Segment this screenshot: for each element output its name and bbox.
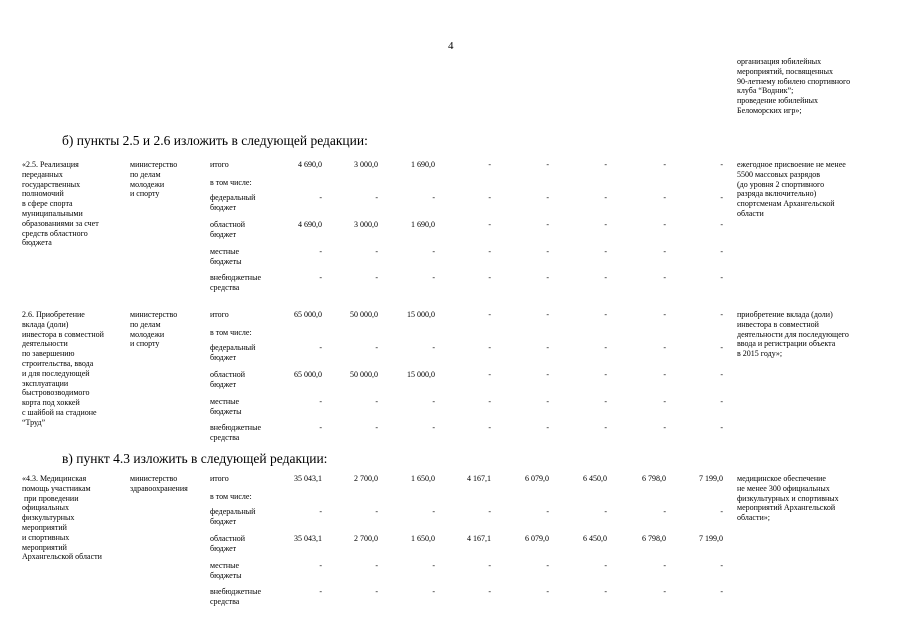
text-line: внебюджетные [210, 423, 261, 432]
funding-value: 50 000,0 [350, 370, 378, 379]
text-line: физкультурных и спортивных [737, 493, 839, 503]
text-line: местные [210, 561, 240, 570]
text-line: внебюджетные [210, 587, 261, 596]
funding-value: - [375, 397, 378, 406]
text-line: вклада (доли) [22, 319, 69, 329]
funding-value: - [546, 343, 549, 352]
funding-value: 15 000,0 [407, 310, 435, 319]
text-line: бюджет [210, 379, 237, 389]
funding-value: - [375, 273, 378, 282]
expected-result [737, 310, 849, 359]
text-line: «2.5. Реализация [22, 160, 79, 169]
funding-value: - [546, 220, 549, 229]
funding-value: 1 650,0 [411, 474, 435, 483]
funding-value: - [604, 343, 607, 352]
executor [130, 474, 188, 494]
funding-value: 4 690,0 [298, 220, 322, 229]
funding-value: - [488, 507, 491, 516]
text-line: бюджета [22, 238, 52, 248]
text-line: мероприятий [22, 522, 67, 532]
text-line: итого [210, 310, 229, 319]
funding-source-label [210, 397, 242, 417]
text-line: средства [210, 282, 240, 292]
text-line: бюджет [210, 516, 237, 526]
text-line: клуба “Водник”; [737, 86, 794, 96]
text-line: “Труд” [22, 417, 46, 427]
funding-value: - [546, 397, 549, 406]
text-line: корта под хоккей [22, 398, 80, 408]
text-line: мероприятий [22, 542, 67, 552]
text-line: (до уровня 2 спортивного [737, 179, 825, 189]
funding-value: - [663, 220, 666, 229]
funding-value: 15 000,0 [407, 370, 435, 379]
funding-value: - [604, 247, 607, 256]
text-line: не менее 300 официальных [737, 483, 830, 493]
funding-value: - [488, 561, 491, 570]
text-line: бюджет [210, 352, 237, 362]
funding-value: - [663, 247, 666, 256]
funding-value: - [375, 193, 378, 202]
funding-value: - [432, 397, 435, 406]
funding-value: - [663, 310, 666, 319]
funding-value: 1 690,0 [411, 160, 435, 169]
text-line: итого [210, 160, 229, 169]
funding-value: - [488, 310, 491, 319]
funding-value: 35 043,1 [294, 534, 322, 543]
funding-value: - [546, 273, 549, 282]
funding-source-label [210, 220, 245, 240]
funding-value: 6 798,0 [642, 534, 666, 543]
funding-value: - [604, 310, 607, 319]
text-line: федеральный [210, 343, 256, 352]
text-line: бюджеты [210, 570, 242, 580]
funding-value: 50 000,0 [350, 310, 378, 319]
funding-value: - [488, 370, 491, 379]
funding-value: - [319, 561, 322, 570]
funding-value: - [375, 343, 378, 352]
funding-value: - [488, 397, 491, 406]
text-line: областной [210, 220, 246, 229]
funding-value: - [720, 587, 723, 596]
text-line: в 2015 году»; [737, 349, 783, 359]
text-line: областной [210, 534, 246, 543]
funding-value: 4 690,0 [298, 160, 322, 169]
funding-value: - [720, 273, 723, 282]
text-line: местные [210, 397, 240, 406]
text-line: инвестора в совместной [22, 329, 104, 339]
text-line: деятельности для последующего [737, 329, 849, 339]
funding-value: - [319, 273, 322, 282]
funding-value: - [319, 247, 322, 256]
measure-name [22, 160, 99, 248]
text-line: по завершению [22, 349, 75, 359]
text-line: мероприятий, посвященных [737, 66, 833, 76]
funding-value: 2 700,0 [354, 474, 378, 483]
funding-value: - [604, 587, 607, 596]
funding-value: - [720, 423, 723, 432]
funding-value: - [663, 193, 666, 202]
funding-source-label [210, 492, 252, 502]
measure-name [22, 310, 104, 428]
funding-value: - [546, 247, 549, 256]
funding-value: - [720, 507, 723, 516]
text-line: ежегодное присвоение не менее [737, 160, 846, 169]
heading-b: б) пункты 2.5 и 2.6 изложить в следующей редакции: [62, 133, 368, 148]
funding-value: 6 450,0 [583, 474, 607, 483]
funding-value: - [720, 310, 723, 319]
text-line: внебюджетные [210, 273, 261, 282]
funding-value: - [488, 423, 491, 432]
text-line: итого [210, 474, 229, 483]
text-line: спортсменам Архангельской [737, 199, 835, 209]
funding-value: - [432, 561, 435, 570]
funding-value: - [375, 247, 378, 256]
text-line: в том числе: [210, 492, 252, 501]
expected-result [737, 160, 846, 219]
text-line: с шайбой на стадионе [22, 407, 97, 417]
text-line: помощь участникам [22, 483, 91, 493]
text-line: «4.3. Медицинская [22, 474, 87, 483]
funding-value: - [663, 397, 666, 406]
text-line: инвестора в совместной [737, 319, 819, 329]
text-line: областной [210, 370, 246, 379]
text-line: 2.6. Приобретение [22, 310, 85, 319]
text-line: и спорту [130, 189, 160, 199]
funding-value: - [663, 561, 666, 570]
funding-value: - [663, 507, 666, 516]
text-line: муниципальными [22, 208, 83, 218]
funding-source-label [210, 561, 242, 581]
funding-value: 1 690,0 [411, 220, 435, 229]
text-line: ввода и регистрации объекта [737, 339, 836, 349]
funding-value: 6 450,0 [583, 534, 607, 543]
funding-value: - [319, 507, 322, 516]
funding-value: - [319, 397, 322, 406]
funding-source-label [210, 328, 252, 338]
funding-value: - [488, 587, 491, 596]
funding-source-label [210, 474, 229, 484]
text-line: по делам [130, 319, 161, 329]
funding-value: - [432, 507, 435, 516]
funding-value: - [720, 343, 723, 352]
text-line: области [737, 208, 764, 218]
text-line: по делам [130, 169, 161, 179]
text-line: федеральный [210, 507, 256, 516]
funding-value: - [319, 343, 322, 352]
funding-value: - [375, 507, 378, 516]
page-number: 4 [448, 40, 454, 52]
text-line: 90-летнему юбилею спортивного [737, 76, 851, 86]
text-line: в том числе: [210, 178, 252, 187]
funding-value: - [546, 561, 549, 570]
text-line: проведение юбилейных [737, 96, 818, 106]
text-line: в том числе: [210, 328, 252, 337]
text-line: при проведении [22, 493, 79, 503]
funding-value: - [546, 423, 549, 432]
funding-value: - [546, 507, 549, 516]
funding-value: - [663, 343, 666, 352]
funding-value: - [546, 370, 549, 379]
text-line: средства [210, 596, 240, 606]
text-line: министерство [130, 310, 178, 319]
executor [130, 310, 177, 349]
text-line: Архангельской области [22, 552, 102, 562]
funding-value: 4 167,1 [467, 474, 491, 483]
text-line: физкультурных [22, 513, 75, 523]
funding-value: - [319, 193, 322, 202]
text-line: в сфере спорта [22, 199, 73, 209]
funding-value: - [375, 587, 378, 596]
funding-source-label [210, 534, 245, 554]
text-line: деятельности [22, 339, 68, 349]
funding-value: 6 079,0 [525, 474, 549, 483]
text-line: разряда включительно) [737, 189, 817, 199]
funding-value: - [432, 587, 435, 596]
funding-value: - [488, 160, 491, 169]
funding-value: 7 199,0 [699, 474, 723, 483]
text-line: мероприятий Архангельской [737, 503, 836, 513]
text-line: федеральный [210, 193, 256, 202]
text-line: средства [210, 432, 240, 442]
funding-value: - [488, 343, 491, 352]
funding-value: - [432, 343, 435, 352]
funding-value: 3 000,0 [354, 160, 378, 169]
funding-value: - [488, 247, 491, 256]
heading-v: в) пункт 4.3 изложить в следующей редакции: [62, 451, 328, 466]
funding-value: - [720, 370, 723, 379]
text-line: 5500 массовых разрядов [737, 169, 821, 179]
funding-source-label [210, 178, 252, 188]
text-line: переданных [22, 169, 63, 179]
funding-value: - [720, 160, 723, 169]
text-line: полномочий [22, 189, 64, 199]
funding-value: - [663, 160, 666, 169]
text-line: молодежи [130, 179, 165, 189]
funding-value: - [488, 273, 491, 282]
funding-source-label [210, 160, 229, 170]
funding-value: - [720, 193, 723, 202]
funding-value: - [432, 247, 435, 256]
text-line: организация юбилейных [737, 57, 822, 66]
funding-value: - [604, 423, 607, 432]
funding-source-label [210, 247, 242, 267]
funding-value: - [488, 220, 491, 229]
expected-result [737, 474, 839, 523]
text-line: здравоохранения [130, 483, 188, 493]
funding-value: 65 000,0 [294, 310, 322, 319]
funding-value: - [663, 370, 666, 379]
text-line: быстровозводимого [22, 388, 90, 398]
funding-value: - [604, 193, 607, 202]
funding-value: - [604, 397, 607, 406]
funding-value: - [663, 423, 666, 432]
text-line: средств областного [22, 228, 88, 238]
funding-value: - [546, 587, 549, 596]
text-line: бюджет [210, 229, 237, 239]
text-line: и для последующей [22, 368, 90, 378]
funding-value: - [604, 160, 607, 169]
text-line: местные [210, 247, 240, 256]
funding-value: - [604, 507, 607, 516]
text-line: бюджет [210, 543, 237, 553]
funding-source-label [210, 310, 229, 320]
executor [130, 160, 177, 199]
funding-value: - [432, 273, 435, 282]
funding-value: - [488, 193, 491, 202]
funding-value: - [663, 587, 666, 596]
text-line: бюджеты [210, 256, 242, 266]
funding-value: - [604, 220, 607, 229]
text-line: и спортивных [22, 532, 70, 542]
text-line: министерство [130, 160, 178, 169]
funding-value: 65 000,0 [294, 370, 322, 379]
text-line: области»; [737, 513, 770, 523]
funding-value: - [319, 423, 322, 432]
funding-value: - [546, 193, 549, 202]
measure-name [22, 474, 102, 562]
funding-value: - [604, 370, 607, 379]
funding-value: - [663, 273, 666, 282]
text-line: эксплуатации [22, 378, 69, 388]
funding-value: - [319, 587, 322, 596]
funding-value: - [375, 423, 378, 432]
funding-value: - [432, 193, 435, 202]
text-line: официальных [22, 503, 69, 513]
funding-source-label [210, 370, 245, 390]
text-line: приобретение вклада (доли) [737, 310, 833, 319]
funding-value: 6 798,0 [642, 474, 666, 483]
funding-value: 7 199,0 [699, 534, 723, 543]
funding-value: 3 000,0 [354, 220, 378, 229]
text-line: бюджет [210, 202, 237, 212]
funding-value: 2 700,0 [354, 534, 378, 543]
text-line: молодежи [130, 329, 165, 339]
funding-value: - [604, 561, 607, 570]
funding-value: 1 650,0 [411, 534, 435, 543]
funding-value: 6 079,0 [525, 534, 549, 543]
funding-value: - [546, 310, 549, 319]
funding-value: 4 167,1 [467, 534, 491, 543]
top-note [737, 57, 850, 116]
text-line: медицинское обеспечение [737, 474, 826, 483]
text-line: образованиями за счет [22, 218, 99, 228]
text-line: Беломорских игр»; [737, 105, 802, 115]
funding-value: - [604, 273, 607, 282]
funding-value: - [546, 160, 549, 169]
text-line: государственных [22, 179, 81, 189]
text-line: министерство [130, 474, 178, 483]
funding-value: - [720, 220, 723, 229]
text-line: бюджеты [210, 406, 242, 416]
funding-source-label [210, 193, 255, 213]
text-line: строительства, ввода [22, 358, 94, 368]
funding-value: 35 043,1 [294, 474, 322, 483]
funding-value: - [432, 423, 435, 432]
funding-source-label [210, 507, 255, 527]
funding-source-label [210, 343, 255, 363]
funding-value: - [720, 561, 723, 570]
funding-value: - [720, 397, 723, 406]
text-line: и спорту [130, 339, 160, 349]
funding-value: - [375, 561, 378, 570]
funding-value: - [720, 247, 723, 256]
